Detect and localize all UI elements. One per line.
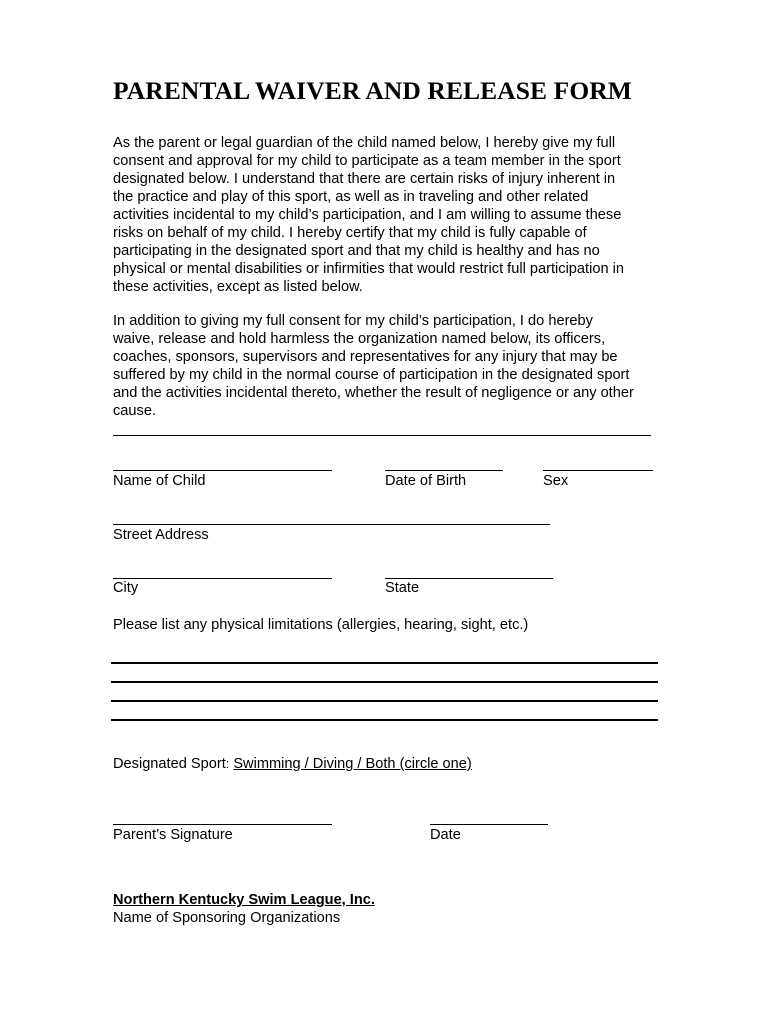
designated-sport-label: Designated Sport: [113, 756, 226, 772]
date-of-birth-field[interactable]: [385, 470, 503, 471]
designated-sport: [113, 756, 472, 772]
sex-field[interactable]: [543, 470, 653, 471]
paragraph-line: risks on behalf of my child. I hereby certify that my child is fully capable of: [113, 225, 587, 241]
limitations-line[interactable]: [111, 662, 658, 664]
paragraph-line: physical or mental disabilities or infirmities that would restrict full participation in: [113, 261, 624, 277]
paragraph-line: coaches, sponsors, supervisors and representatives for any injury that may be: [113, 349, 618, 365]
parent-signature-label: Parent’s Signature: [113, 827, 233, 843]
sponsor-name: Northern Kentucky Swim League, Inc.: [113, 892, 375, 908]
paragraph-line: suffered by my child in the normal course of participation in the designated sport: [113, 367, 630, 383]
city-field[interactable]: [113, 578, 332, 579]
paragraph-line: cause.: [113, 403, 156, 419]
consent-paragraph: [113, 134, 665, 296]
paragraph-line: participating in the designated sport and that my child is healthy and has no: [113, 243, 600, 259]
paragraph-line: and the activities incidental thereto, whether the result of negligence or any other: [113, 385, 634, 401]
designated-sport-options[interactable]: Swimming / Diving / Both (circle one): [233, 756, 472, 772]
date-of-birth-label: Date of Birth: [385, 473, 467, 489]
paragraph-line: these activities, except as listed below.: [113, 279, 363, 295]
paragraph-line: the practice and play of this sport, as well as in traveling and other related: [113, 189, 589, 205]
divider-line: [113, 435, 651, 436]
paragraph-line: In addition to giving my full consent for my child’s participation, I do hereby: [113, 313, 593, 329]
city-label: City: [113, 580, 139, 596]
limitations-prompt: Please list any physical limitations (allergies, hearing, sight, etc.): [113, 617, 529, 633]
paragraph-line: consent and approval for my child to participate as a team member in the sport: [113, 153, 621, 169]
paragraph-line: activities incidental to my child’s participation, and I am willing to assume these: [113, 207, 622, 223]
limitations-line[interactable]: [111, 681, 658, 683]
sex-label: Sex: [543, 473, 569, 489]
street-address-field[interactable]: [113, 524, 550, 525]
parent-signature-field[interactable]: [113, 824, 332, 825]
name-of-child-field[interactable]: [113, 470, 332, 471]
signature-date-label: Date: [430, 827, 461, 843]
street-address-label: Street Address: [113, 527, 209, 543]
designated-sport-colon: :: [225, 757, 230, 771]
limitations-line[interactable]: [111, 700, 658, 702]
release-paragraph: [113, 312, 665, 420]
paragraph-line: designated below. I understand that there are certain risks of injury inherent in: [113, 171, 616, 187]
form-title: PARENTAL WAIVER AND RELEASE FORM: [113, 76, 632, 105]
sponsor-label: Name of Sponsoring Organizations: [113, 910, 341, 926]
name-of-child-label: Name of Child: [113, 473, 206, 489]
state-label: State: [385, 580, 420, 596]
paragraph-line: waive, release and hold harmless the organization named below, its officers,: [113, 331, 606, 347]
signature-date-field[interactable]: [430, 824, 548, 825]
paragraph-line: As the parent or legal guardian of the child named below, I hereby give my full: [113, 135, 616, 151]
limitations-line[interactable]: [111, 719, 658, 721]
state-field[interactable]: [385, 578, 553, 579]
